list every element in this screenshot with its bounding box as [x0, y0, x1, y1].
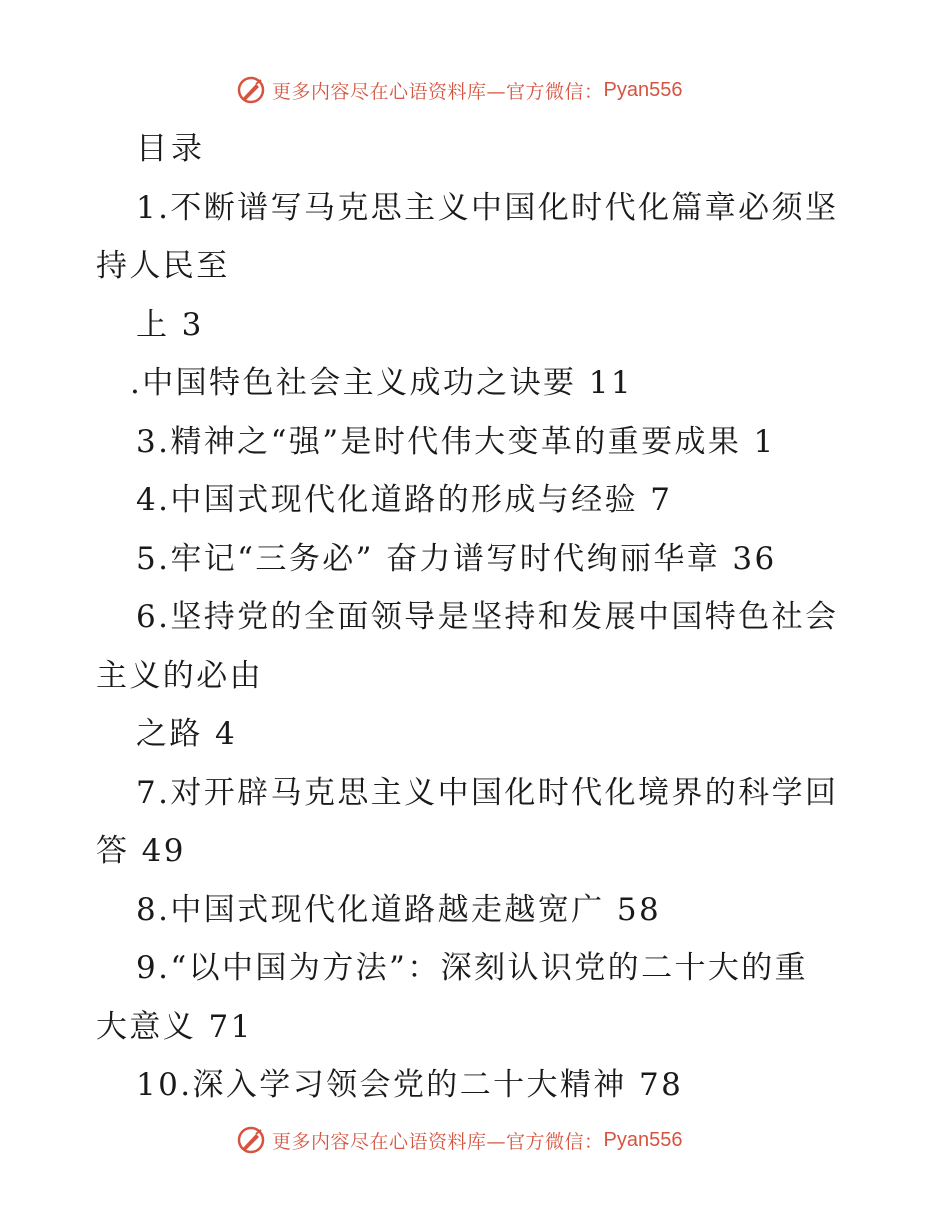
toc-entry-9-continued: 大意义 71 [96, 1008, 253, 1045]
toc-entry-3: 3.精神之“强”是时代伟大变革的重要成果 1 [136, 423, 776, 460]
toc-entry-1-page: 上 3 [136, 306, 204, 343]
pen-logo-icon [236, 1125, 266, 1155]
header-watermark [236, 73, 682, 107]
toc-entry-2: .中国特色社会主义成功之诀要 11 [130, 365, 633, 401]
toc-entry-6-continued: 主义的必由 [96, 657, 263, 694]
table-of-contents [96, 120, 856, 1115]
toc-entry-7-continued: 答 49 [96, 833, 186, 869]
toc-entry-9: 9.“以中国为方法”：深刻认识党的二十大的重 [136, 950, 809, 986]
toc-heading: 目录 [136, 131, 206, 167]
footer-watermark [236, 1123, 682, 1157]
watermark-text: 更多内容尽在心语资料库—官方微信： [272, 80, 604, 103]
toc-entry-1: 1.不断谱写马克思主义中国化时代化篇章必须坚 [136, 189, 839, 226]
watermark-wechat-id: Pyan556 [603, 78, 683, 101]
toc-entry-1-continued: 持人民至 [96, 248, 230, 284]
watermark-text: 更多内容尽在心语资料库—官方微信： [272, 1130, 604, 1153]
watermark-wechat-id: Pyan556 [603, 1128, 683, 1151]
toc-entry-4: 4.中国式现代化道路的形成与经验 7 [136, 482, 673, 518]
toc-entry-6: 6.坚持党的全面领导是坚持和发展中国特色社会 [136, 599, 839, 635]
pen-logo-icon [236, 75, 266, 105]
toc-entry-5: 5.牢记“三务必” 奋力谱写时代绚丽华章 36 [136, 540, 777, 577]
toc-entry-8: 8.中国式现代化道路越走越宽广 58 [136, 891, 662, 928]
toc-entry-10: 10.深入学习领会党的二十大精神 78 [136, 1067, 684, 1103]
toc-entry-6-page: 之路 4 [136, 716, 238, 752]
toc-entry-7: 7.对开辟马克思主义中国化时代化境界的科学回 [136, 774, 839, 811]
